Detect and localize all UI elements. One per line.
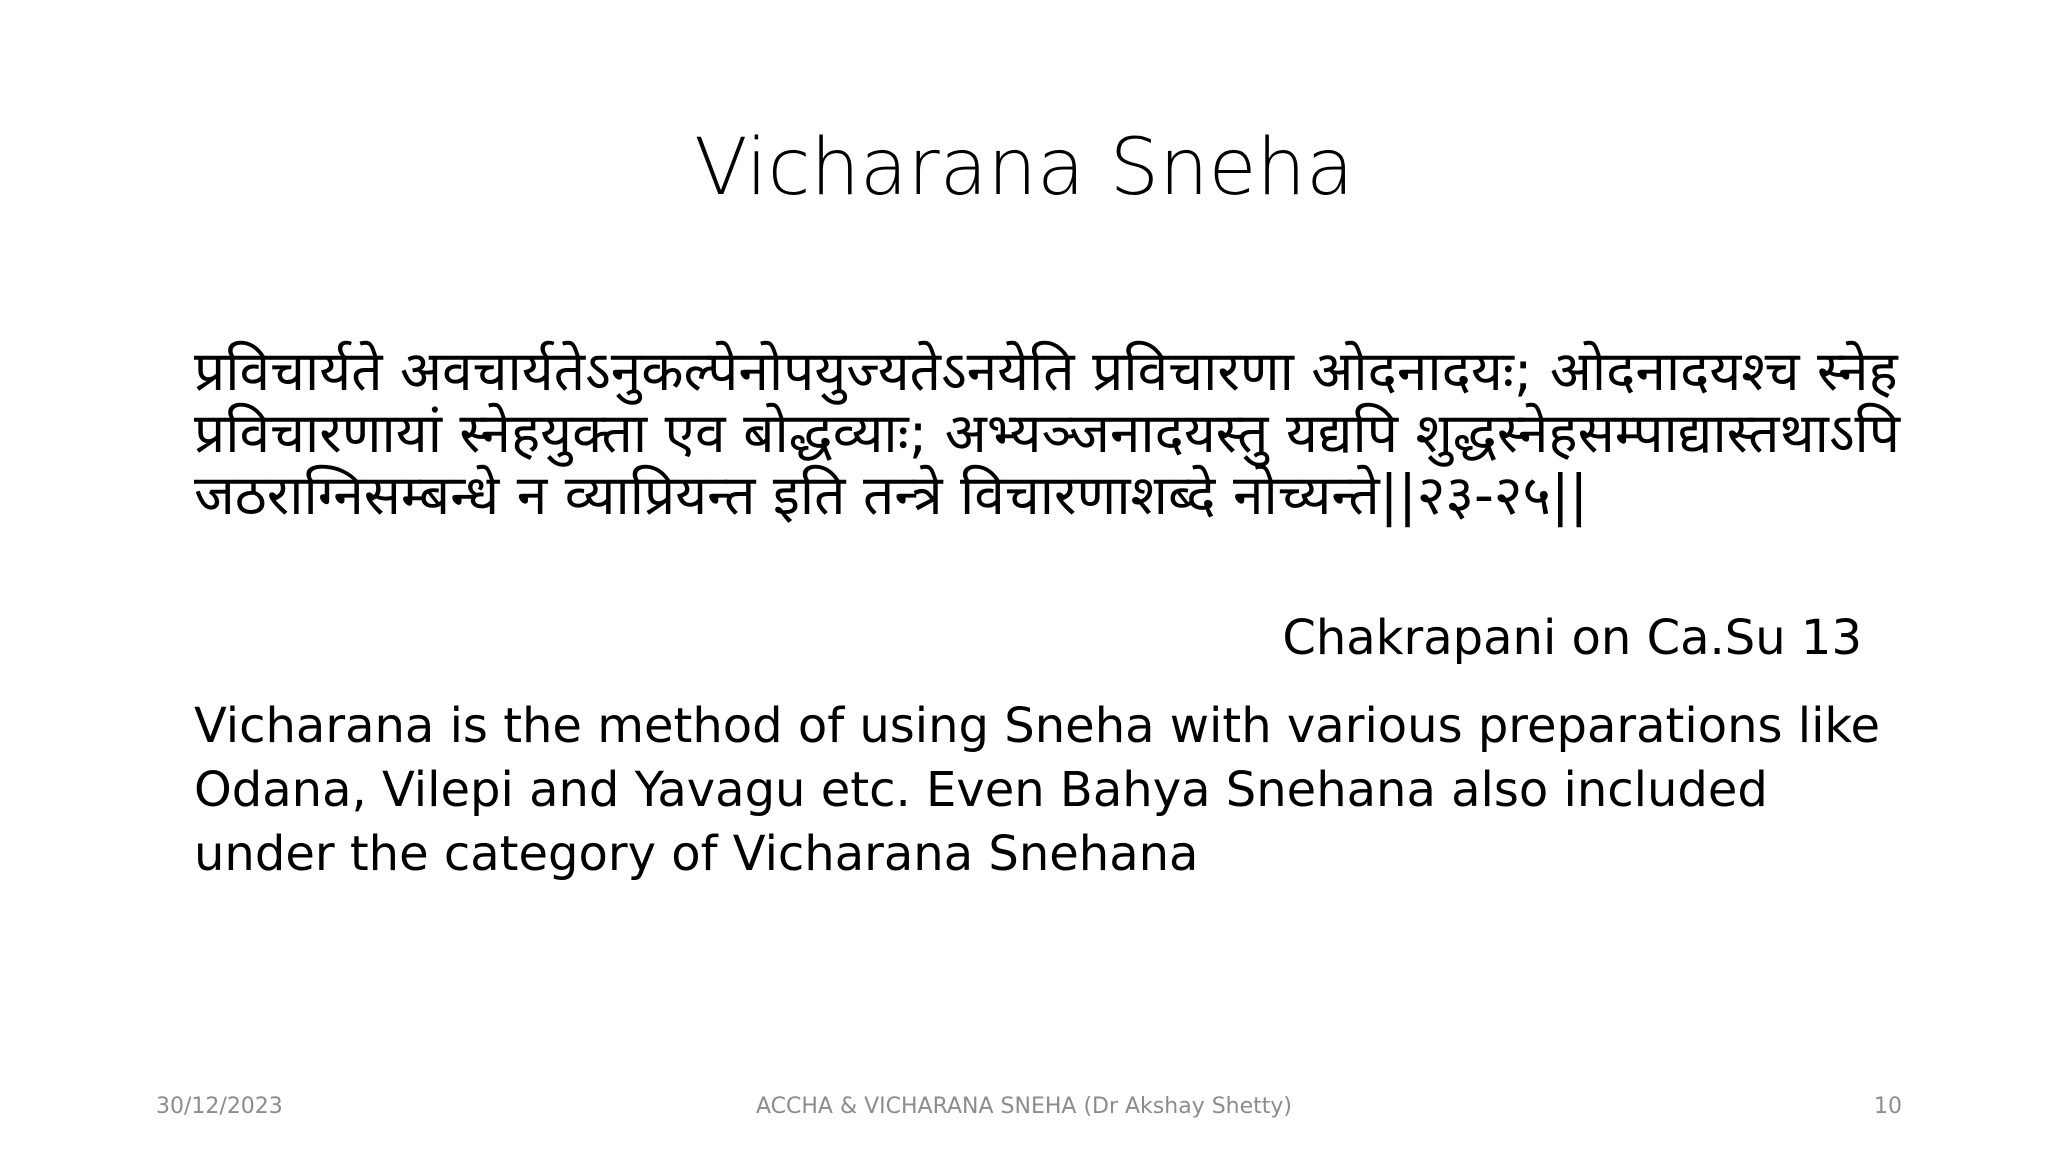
citation: Chakrapani on Ca.Su 13	[1282, 610, 1862, 666]
footer-title: ACCHA & VICHARANA SNEHA (Dr Akshay Shetty)	[755, 1094, 1292, 1119]
slide-title: Vicharana Sneha	[694, 123, 1354, 213]
explanation-text: Vicharana is the method of using Sneha with various preparations like Odana, Vilepi and Yavagu etc. Even Bahya Snehana also included under the category of Vicharana Snehana	[194, 698, 1881, 882]
sanskrit-quote: प्रविचार्यते अवचार्यतेऽनुकल्पेनोपयुज्यतेऽनयेति प्रविचारणा ओदनादयः; ओदनादयश्च स्नेहप्रविचारणायां स्नेहयुक्ता एव बोद्धव्याः; अभ्यञ्जनादयस्तु यद्यपि शुद्धस्नेहसम्पाद्यास्तथाऽपि जठराग्निसम्बन्धे न व्याप्रियन्त इति तन्त्रे विचारणाशब्दे नोच्यन्ते||२३-२५||	[194, 339, 1900, 527]
footer-date: 30/12/2023	[156, 1094, 283, 1119]
page-number: 10	[1874, 1094, 1902, 1119]
